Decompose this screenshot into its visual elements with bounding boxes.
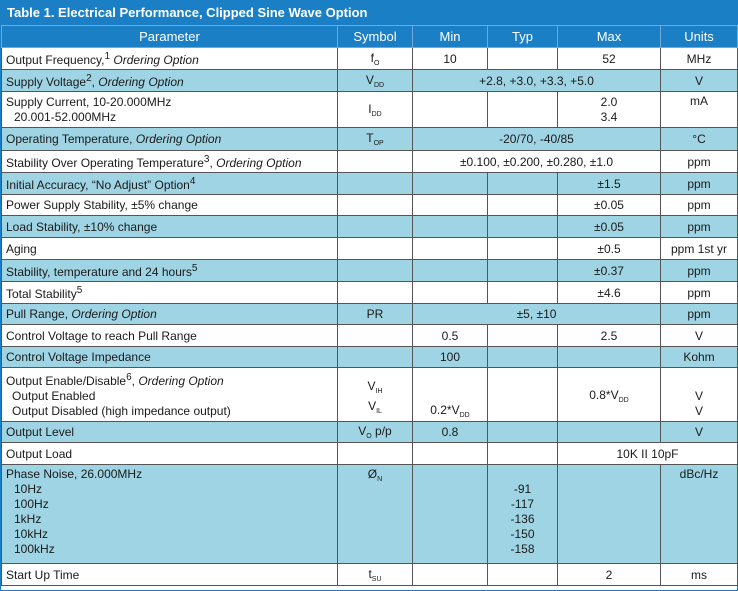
param-cell: Aging	[2, 238, 338, 260]
param-cell	[2, 92, 338, 128]
header-max: Max	[558, 26, 661, 48]
param-cell: Start Up Time	[2, 564, 338, 586]
typ-cell	[488, 564, 558, 586]
units-cell: V	[661, 325, 738, 347]
symbol-text: t	[368, 566, 372, 581]
typ-cell	[488, 422, 558, 443]
min-cell	[413, 465, 488, 564]
footnote-ref: 3	[203, 153, 210, 165]
units-cell: ppm	[661, 173, 738, 195]
table-row	[2, 260, 738, 282]
min-cell	[413, 195, 488, 216]
phase-offset-1: 10Hz	[14, 482, 43, 496]
table-row	[2, 92, 738, 128]
table-row	[2, 422, 738, 443]
symbol-cell	[338, 151, 413, 173]
table-row	[2, 238, 738, 260]
units-cell: ppm	[661, 282, 738, 304]
param-text: Supply Voltage	[6, 74, 87, 89]
symbol-cell	[338, 465, 413, 564]
table-row	[2, 304, 738, 325]
symbol-cell	[338, 173, 413, 195]
param-line: Output Enable/Disable$^6$, Ordering Option	[6, 372, 224, 388]
symbol-sub: O	[373, 59, 380, 67]
min-cell	[413, 443, 488, 465]
min-cell	[413, 216, 488, 238]
footnote-ref: 6	[126, 372, 132, 383]
param-text: Total Stability	[6, 286, 77, 301]
param-text: Output Enable/Disable	[6, 374, 127, 388]
header-parameter: Parameter	[2, 26, 338, 48]
symbol-sub: O	[366, 433, 372, 440]
symbol-cell	[338, 216, 413, 238]
min-cell: 0.5	[413, 325, 488, 347]
min-cell: 100	[413, 347, 488, 368]
footnote-ref: 1	[104, 50, 111, 62]
typ-cell	[488, 216, 558, 238]
header-min: Min	[413, 26, 488, 48]
param-cell: Power Supply Stability, ±5% change	[2, 195, 338, 216]
typ-cell	[488, 195, 558, 216]
symbol-cell	[338, 368, 413, 422]
param-option: Ordering Option	[71, 307, 157, 321]
param-cell	[2, 260, 338, 282]
units-cell: ppm 1st yr	[661, 238, 738, 260]
symbol-sub: DD	[371, 110, 382, 118]
typ-cell	[488, 260, 558, 282]
footnote-ref: 4	[189, 175, 196, 187]
max-cell: ±0.37	[558, 260, 661, 282]
electrical-performance-table	[1, 25, 738, 586]
phase-value-1: -91	[513, 482, 532, 496]
typ-cell	[488, 48, 558, 70]
phase-offset-3: 1kHz	[14, 512, 42, 526]
param-cell: Load Stability, ±10% change	[2, 216, 338, 238]
typ-cell	[488, 347, 558, 368]
typ-cell	[488, 325, 558, 347]
symbol-cell	[338, 422, 413, 443]
value-span-cell: ±5, ±10	[413, 304, 661, 325]
table-title: Table 1. Electrical Performance, Clipped Sine Wave Option	[1, 1, 737, 25]
param-cell	[2, 128, 338, 151]
param-option: Ordering Option	[216, 155, 302, 170]
units-cell: ppm	[661, 304, 738, 325]
param-cell	[2, 173, 338, 195]
max-cell: ±0.05	[558, 195, 661, 216]
max-cell: 2.5	[558, 325, 661, 347]
symbol-text: V	[358, 424, 367, 438]
symbol-cell	[338, 195, 413, 216]
max-cell: ±0.5	[558, 238, 661, 260]
typ-cell	[488, 465, 558, 564]
symbol-sub: SU	[371, 575, 382, 583]
footnote-ref: 5	[191, 262, 198, 274]
units-cell: Kohm	[661, 347, 738, 368]
min-cell	[413, 260, 488, 282]
max-cell: ±0.05	[558, 216, 661, 238]
symbol-cell	[338, 564, 413, 586]
symbol-text: Ø	[367, 467, 378, 481]
value-span-cell: -20/70, -40/85	[413, 128, 661, 151]
phase-offset-4: 10kHz	[14, 527, 49, 541]
symbol-sub: IH	[375, 388, 383, 395]
param-subtext: Output Enabled	[12, 389, 96, 403]
max-cell	[558, 92, 661, 128]
value-span-cell: +2.8, +3.0, +3.3, +5.0	[413, 70, 661, 92]
table-row	[2, 347, 738, 368]
symbol-text: I	[368, 101, 372, 116]
symbol-cell	[338, 128, 413, 151]
table-row	[2, 173, 738, 195]
param-option: Ordering Option	[113, 52, 199, 67]
param-cell	[2, 304, 338, 325]
param-option: Ordering Option	[138, 374, 224, 388]
table-row	[2, 443, 738, 465]
param-text: Stability, temperature and 24 hours	[6, 264, 192, 279]
param-cell: Output Load	[2, 443, 338, 465]
symbol-cell	[338, 347, 413, 368]
table-row	[2, 151, 738, 173]
max-cell	[558, 422, 661, 443]
units-cell: mA	[661, 92, 738, 128]
symbol-suffix: p/p	[371, 424, 392, 438]
param-text: Phase Noise, 26.000MHz	[6, 467, 143, 481]
typ-cell	[488, 282, 558, 304]
typ-cell	[488, 173, 558, 195]
param-text: Stability Over Operating Temperature	[6, 155, 204, 170]
min-cell	[413, 238, 488, 260]
param-text: Operating Temperature,	[6, 132, 133, 146]
table-row	[2, 368, 738, 422]
table-row	[2, 216, 738, 238]
symbol-line-2	[342, 399, 408, 419]
min-cell	[413, 282, 488, 304]
units-cell: ppm	[661, 216, 738, 238]
symbol-text-2: V	[368, 399, 377, 413]
units-cell: V	[661, 70, 738, 92]
max-value-2: 3.4	[600, 109, 618, 124]
typ-cell	[488, 238, 558, 260]
symbol-cell: PR	[338, 304, 413, 325]
param-text: Supply Current, 10-20.000MHz	[6, 94, 172, 109]
symbol-cell	[338, 238, 413, 260]
value-span-cell: ±0.100, ±0.200, ±0.280, ±1.0	[413, 151, 661, 173]
min-sub: DD	[459, 412, 470, 419]
units-cell	[661, 368, 738, 422]
symbol-text: f	[370, 50, 374, 65]
max-cell: 2	[558, 564, 661, 586]
param-subtext-2: Output Disabled (high impedance output)	[12, 404, 231, 418]
param-cell	[2, 465, 338, 564]
max-cell: 52	[558, 48, 661, 70]
symbol-cell	[338, 48, 413, 70]
footnote-ref: 5	[76, 284, 83, 296]
param-text: Output Frequency,	[6, 52, 105, 67]
symbol-cell	[338, 282, 413, 304]
typ-cell	[488, 443, 558, 465]
typ-cell	[488, 368, 558, 422]
table-row	[2, 325, 738, 347]
max-sub: DD	[618, 397, 629, 404]
symbol-text: V	[367, 379, 376, 393]
header-row	[2, 26, 738, 48]
param-option: Ordering Option	[135, 132, 222, 146]
table-row	[2, 195, 738, 216]
units-cell: dBc/Hz	[661, 465, 738, 564]
param-text: Pull Range,	[6, 307, 69, 321]
param-subtext: 20.001-52.000MHz	[14, 109, 117, 124]
symbol-cell	[338, 325, 413, 347]
symbol-sub: DD	[373, 81, 385, 89]
units-cell: ppm	[661, 151, 738, 173]
phase-value-5: -158	[510, 542, 535, 556]
footnote-ref: 2	[86, 72, 92, 84]
units-cell: MHz	[661, 48, 738, 70]
min-cell	[413, 564, 488, 586]
max-cell	[558, 347, 661, 368]
min-cell	[413, 173, 488, 195]
units-value-2: V	[694, 404, 703, 418]
param-cell	[2, 48, 338, 70]
table-row	[2, 465, 738, 564]
typ-cell	[488, 92, 558, 128]
param-cell: Supply Voltage$^2$, Ordering Option	[2, 70, 338, 92]
min-value: 0.2*V	[430, 403, 460, 417]
param-cell: Output Level	[2, 422, 338, 443]
units-cell: °C	[661, 128, 738, 151]
param-cell: Stability Over Operating Temperature$^3$, Ordering Option	[2, 151, 338, 173]
min-cell: 0.8	[413, 422, 488, 443]
table-row	[2, 48, 738, 70]
phase-value-4: -150	[510, 527, 535, 541]
max-cell: ±1.5	[558, 173, 661, 195]
units-cell: ms	[661, 564, 738, 586]
units-cell: V	[661, 422, 738, 443]
symbol-cell	[338, 443, 413, 465]
param-cell	[2, 368, 338, 422]
table-row	[2, 282, 738, 304]
min-cell	[413, 368, 488, 422]
units-cell: ppm	[661, 260, 738, 282]
table-row	[2, 128, 738, 151]
symbol-cell	[338, 70, 413, 92]
max-cell	[558, 465, 661, 564]
min-cell: 10	[413, 48, 488, 70]
min-cell	[413, 92, 488, 128]
value-span-cell: 10K II 10pF	[558, 443, 738, 465]
symbol-sub-2: IL	[376, 408, 382, 415]
param-cell: Control Voltage to reach Pull Range	[2, 325, 338, 347]
symbol-sub: N	[377, 476, 383, 483]
symbol-text: V	[365, 72, 374, 87]
phase-value-2: -117	[510, 497, 535, 511]
phase-value-3: -136	[510, 512, 535, 526]
units-value: V	[694, 389, 703, 403]
max-cell: ±4.6	[558, 282, 661, 304]
units-cell: ppm	[661, 195, 738, 216]
max-value: 2.0	[600, 94, 618, 109]
symbol-line	[342, 379, 408, 399]
param-cell: Control Voltage Impedance	[2, 347, 338, 368]
max-cell	[558, 368, 661, 422]
header-typ: Typ	[488, 26, 558, 48]
symbol-cell	[338, 92, 413, 128]
table-row	[2, 564, 738, 586]
max-value: 0.8*V	[589, 388, 619, 402]
param-text: Initial Accuracy, “No Adjust” Option	[6, 177, 190, 192]
table-row	[2, 70, 738, 92]
header-symbol: Symbol	[338, 26, 413, 48]
param-cell	[2, 282, 338, 304]
param-option: Ordering Option	[98, 74, 184, 89]
phase-offset-5: 100kHz	[14, 542, 55, 556]
symbol-cell	[338, 260, 413, 282]
phase-offset-2: 100Hz	[14, 497, 49, 511]
symbol-text: T	[366, 131, 374, 145]
header-units: Units	[661, 26, 738, 48]
symbol-sub: OP	[373, 140, 384, 147]
